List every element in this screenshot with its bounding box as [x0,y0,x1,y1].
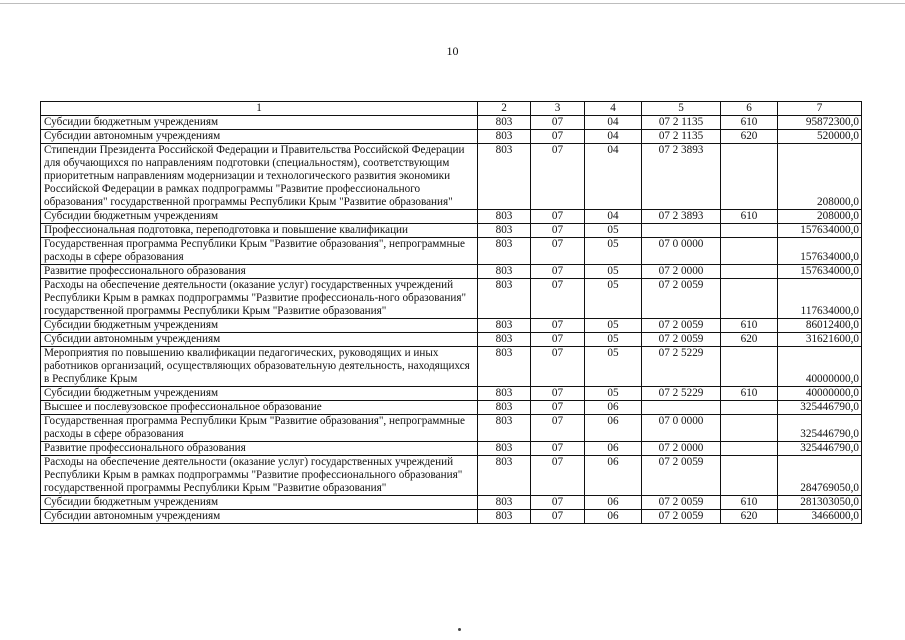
row-name: Субсидии бюджетным учреждениям [41,387,478,401]
table-row [41,238,862,265]
row-pr: 05 [585,238,642,265]
row-gr: 803 [478,130,531,144]
row-gr: 803 [478,224,531,238]
table-row [41,319,862,333]
column-header: 3 [531,102,585,116]
row-vr: 620 [721,510,778,524]
row-rz: 07 [531,279,585,319]
scan-speck [458,628,461,631]
row-pr: 04 [585,116,642,130]
row-csr: 07 2 5229 [642,387,721,401]
row-vr [721,265,778,279]
row-gr: 803 [478,319,531,333]
row-csr: 07 2 0059 [642,333,721,347]
row-pr: 05 [585,333,642,347]
column-header: 2 [478,102,531,116]
table-row [41,333,862,347]
row-vr [721,144,778,210]
row-pr: 06 [585,510,642,524]
row-rz: 07 [531,347,585,387]
row-name: Государственная программа Республики Крым "Развитие образования", непрограммные расходы в сфере образования [41,415,478,442]
row-rz: 07 [531,144,585,210]
row-pr: 06 [585,415,642,442]
row-pr: 04 [585,144,642,210]
row-vr: 620 [721,130,778,144]
row-rz: 07 [531,224,585,238]
row-csr: 07 2 0059 [642,456,721,496]
row-csr: 07 0 0000 [642,238,721,265]
row-csr: 07 2 3893 [642,210,721,224]
row-name: Субсидии автономным учреждениям [41,510,478,524]
table-row [41,210,862,224]
row-csr: 07 2 0059 [642,510,721,524]
row-name: Субсидии бюджетным учреждениям [41,210,478,224]
row-gr: 803 [478,415,531,442]
row-gr: 803 [478,456,531,496]
row-gr: 803 [478,496,531,510]
row-gr: 803 [478,238,531,265]
column-header: 4 [585,102,642,116]
row-name: Развитие профессионального образования [41,442,478,456]
row-gr: 803 [478,347,531,387]
row-name: Развитие профессионального образования [41,265,478,279]
row-pr: 05 [585,279,642,319]
row-sum: 325446790,0 [778,415,862,442]
row-vr [721,279,778,319]
row-csr: 07 2 5229 [642,347,721,387]
row-pr: 06 [585,401,642,415]
table-row [41,279,862,319]
row-name: Профессиональная подготовка, переподготовка и повышение квалификации [41,224,478,238]
row-vr [721,442,778,456]
row-sum: 520000,0 [778,130,862,144]
row-rz: 07 [531,238,585,265]
table-row [41,144,862,210]
table-header-row [41,102,862,116]
table-row [41,265,862,279]
row-name: Субсидии автономным учреждениям [41,130,478,144]
row-rz: 07 [531,510,585,524]
row-name: Субсидии бюджетным учреждениям [41,319,478,333]
row-pr: 06 [585,496,642,510]
row-pr: 04 [585,210,642,224]
row-rz: 07 [531,319,585,333]
row-pr: 04 [585,130,642,144]
row-name: Стипендии Президента Российской Федерации и Правительства Российской Федерации для обучающихся по направлениям подготовки (специальностям), соответствующим приоритетным направлениям модернизации и технологического развития экономики Российской Федерации в рамках подпрограммы "Развитие профессионального образования" государственной программы Республики Крым "Развитие образования" [41,144,478,210]
row-csr [642,224,721,238]
row-sum: 325446790,0 [778,401,862,415]
row-sum: 208000,0 [778,210,862,224]
row-sum: 208000,0 [778,144,862,210]
row-sum: 86012400,0 [778,319,862,333]
row-gr: 803 [478,401,531,415]
column-header: 7 [778,102,862,116]
row-sum: 117634000,0 [778,279,862,319]
table-row [41,130,862,144]
row-rz: 07 [531,415,585,442]
table-row [41,442,862,456]
row-rz: 07 [531,130,585,144]
row-vr: 610 [721,319,778,333]
row-pr: 05 [585,387,642,401]
row-sum: 284769050,0 [778,456,862,496]
column-header: 1 [41,102,478,116]
row-name: Мероприятия по повышению квалификации педагогических, руководящих и иных работников организаций, осуществляющих образовательную деятельность, находящихся в Республике Крым [41,347,478,387]
row-pr: 05 [585,347,642,387]
row-vr [721,238,778,265]
table-row [41,347,862,387]
row-name: Расходы на обеспечение деятельности (оказание услуг) государственных учреждений Республики Крым в рамках подпрограммы "Развитие профессионального образования" государственной программы Республики Крым "Развитие образования" [41,456,478,496]
row-csr: 07 2 0000 [642,265,721,279]
row-sum: 40000000,0 [778,347,862,387]
column-header: 6 [721,102,778,116]
row-csr: 07 2 0059 [642,279,721,319]
row-sum: 40000000,0 [778,387,862,401]
row-rz: 07 [531,442,585,456]
row-csr: 07 2 0059 [642,319,721,333]
row-name: Расходы на обеспечение деятельности (оказание услуг) государственных учреждений Республики Крым в рамках подпрограммы "Развитие профессиональ-ного образования" государственной программы Республики Крым "Развитие образования" [41,279,478,319]
row-vr: 610 [721,387,778,401]
row-gr: 803 [478,144,531,210]
row-gr: 803 [478,210,531,224]
row-csr: 07 2 1135 [642,130,721,144]
table-row [41,456,862,496]
row-csr [642,401,721,415]
row-pr: 05 [585,265,642,279]
row-name: Государственная программа Республики Крым "Развитие образования", непрограммные расходы в сфере образования [41,238,478,265]
row-gr: 803 [478,265,531,279]
row-rz: 07 [531,496,585,510]
row-pr: 05 [585,319,642,333]
row-vr [721,224,778,238]
row-pr: 06 [585,442,642,456]
row-gr: 803 [478,279,531,319]
row-name: Высшее и послевузовское профессиональное образование [41,401,478,415]
row-sum: 95872300,0 [778,116,862,130]
scan-edge-line [0,3,905,4]
row-vr [721,415,778,442]
row-sum: 31621600,0 [778,333,862,347]
row-rz: 07 [531,456,585,496]
row-name: Субсидии автономным учреждениям [41,333,478,347]
row-pr: 06 [585,456,642,496]
table-row [41,496,862,510]
table-row [41,387,862,401]
row-vr: 620 [721,333,778,347]
row-csr: 07 0 0000 [642,415,721,442]
row-gr: 803 [478,510,531,524]
row-sum: 157634000,0 [778,224,862,238]
row-gr: 803 [478,116,531,130]
row-vr: 610 [721,210,778,224]
row-gr: 803 [478,333,531,347]
row-vr [721,401,778,415]
row-vr: 610 [721,496,778,510]
row-gr: 803 [478,387,531,401]
table-row [41,510,862,524]
row-csr: 07 2 0059 [642,496,721,510]
row-pr: 05 [585,224,642,238]
row-vr: 610 [721,116,778,130]
row-csr: 07 2 1135 [642,116,721,130]
row-vr [721,456,778,496]
row-sum: 3466000,0 [778,510,862,524]
page-number: 10 [446,44,459,58]
row-rz: 07 [531,333,585,347]
row-sum: 157634000,0 [778,238,862,265]
row-csr: 07 2 3893 [642,144,721,210]
row-rz: 07 [531,265,585,279]
row-vr [721,347,778,387]
row-name: Субсидии бюджетным учреждениям [41,496,478,510]
row-rz: 07 [531,387,585,401]
row-name: Субсидии бюджетным учреждениям [41,116,478,130]
table-row [41,415,862,442]
row-sum: 325446790,0 [778,442,862,456]
budget-table [40,101,862,524]
table-row [41,401,862,415]
row-rz: 07 [531,210,585,224]
row-rz: 07 [531,116,585,130]
row-gr: 803 [478,442,531,456]
row-sum: 281303050,0 [778,496,862,510]
table-row [41,116,862,130]
row-sum: 157634000,0 [778,265,862,279]
row-rz: 07 [531,401,585,415]
column-header: 5 [642,102,721,116]
row-csr: 07 2 0000 [642,442,721,456]
table-row [41,224,862,238]
